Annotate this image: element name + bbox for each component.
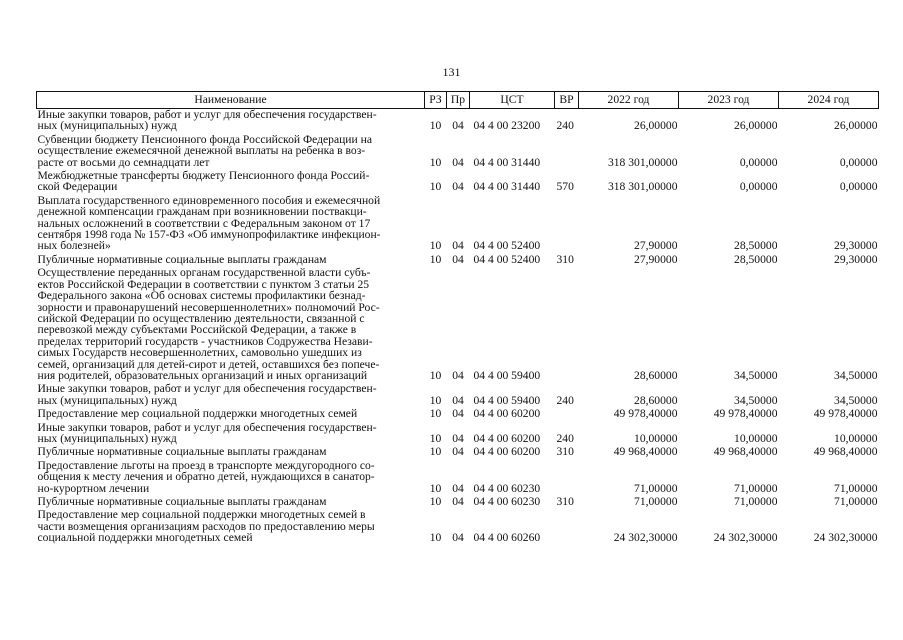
row-pr: 04 (452, 119, 464, 133)
row-amount-2023: 28,50000 (734, 252, 778, 266)
table-row (37, 267, 879, 383)
row-name: Публичные нормативные социальные выплаты гражданам (37, 495, 327, 508)
row-amount-2024: 0,00000 (839, 180, 878, 194)
row-name: Иные закупки товаров, работ и услуг для обеспечения государствен- ных (муниципальных) нужд (37, 108, 377, 133)
row-vr (555, 509, 579, 545)
row-amount-2024: 10,00000 (834, 431, 878, 445)
table-body (37, 109, 879, 546)
row-pr: 04 (452, 393, 464, 407)
header-vr: ВР (555, 92, 579, 109)
row-name: Субвенции бюджету Пенсионного фонда Российской Федерации на осуществление ежемесячной денежной выплаты на ребенка в воз- расте от восьми до семнадцати лет (37, 132, 372, 169)
table-row (37, 134, 879, 170)
row-pr: 04 (452, 445, 464, 459)
row-name: Осуществление переданных органам государственной власти субъ- ектов Российской Федерации в соответствии с пунктом 3 статьи 25 Федерального закона «Об основах системы профилактики безнад- зорности и правонарушений несовершеннолетних» полномочий Рос- сийской Федерации по осуществлению деятельности, связанной с перевозкой между субъектами Российской Федерации, а также в пределах территорий государств - участников Содружества Незави- симых Государств несовершеннолетних, самовольно ушедших из семей, организаций для детей-сирот и детей, оставшихся без попече- ния родителей, образовательных организаций и иных организаций (37, 266, 380, 382)
row-name: Публичные нормативные социальные выплаты гражданам (37, 445, 327, 459)
row-rz: 10 (429, 431, 442, 445)
row-name: Предоставление мер социальной поддержки многодетных семей в части возмещения организациям расходов по предоставлению меры социальной поддержки многодетных семей (37, 508, 375, 545)
row-amount-2024: 71,00000 (834, 495, 878, 508)
row-amount-2024: 71,00000 (834, 481, 878, 495)
row-rz: 10 (429, 119, 442, 133)
table-row (37, 195, 879, 254)
row-vr (555, 408, 579, 421)
row-amount-2024: 0,00000 (839, 155, 878, 169)
table-row (37, 109, 879, 134)
table-row (37, 254, 879, 267)
row-vr: 240 (556, 393, 574, 407)
table-row (37, 446, 879, 459)
row-amount-2022: 28,60000 (634, 393, 678, 407)
row-cst: 04 4 00 23200 (473, 119, 541, 133)
table-row (37, 422, 879, 447)
row-amount-2023: 71,00000 (734, 495, 778, 508)
row-amount-2022: 318 301,00000 (607, 180, 678, 194)
row-amount-2023: 49 968,40000 (713, 445, 778, 459)
row-vr (555, 134, 579, 170)
row-amount-2022: 318 301,00000 (607, 155, 678, 169)
header-2022: 2022 год (579, 92, 679, 109)
row-vr: 310 (556, 252, 574, 266)
row-amount-2023: 28,50000 (734, 239, 778, 253)
header-2023: 2023 год (679, 92, 779, 109)
row-amount-2022: 71,00000 (634, 495, 678, 508)
row-rz: 10 (429, 252, 442, 266)
row-name: Иные закупки товаров, работ и услуг для обеспечения государствен- ных (муниципальных) нужд (37, 382, 377, 407)
row-rz: 10 (429, 407, 442, 421)
row-rz: 10 (429, 155, 442, 169)
row-rz: 10 (429, 445, 442, 459)
row-cst: 04 4 00 52400 (473, 252, 541, 266)
row-cst: 04 4 00 60200 (473, 445, 541, 459)
header-pr: Пр (447, 92, 470, 109)
row-amount-2023: 49 978,40000 (713, 407, 778, 421)
header-2024: 2024 год (779, 92, 879, 109)
row-amount-2022: 10,00000 (634, 431, 678, 445)
row-amount-2024: 26,00000 (834, 119, 878, 133)
table-header-row (37, 92, 879, 109)
row-pr: 04 (452, 155, 464, 169)
row-pr: 04 (452, 481, 464, 495)
row-cst: 04 4 00 31440 (473, 180, 541, 194)
table-row (37, 496, 879, 509)
row-name: Публичные нормативные социальные выплаты гражданам (37, 252, 327, 266)
row-amount-2024: 29,30000 (834, 252, 878, 266)
row-pr: 04 (452, 495, 464, 508)
row-pr: 04 (452, 431, 464, 445)
row-rz: 10 (429, 481, 442, 495)
row-rz: 10 (429, 368, 442, 382)
row-amount-2023: 34,50000 (734, 393, 778, 407)
row-amount-2022: 71,00000 (634, 481, 678, 495)
row-name: Межбюджетные трансферты бюджету Пенсионного фонда Россий- ской Федерации (37, 169, 370, 194)
row-vr: 310 (556, 445, 574, 459)
row-vr (555, 460, 579, 496)
row-pr: 04 (452, 368, 464, 382)
row-amount-2024: 34,50000 (834, 393, 878, 407)
row-rz: 10 (429, 393, 442, 407)
row-amount-2022: 24 302,30000 (613, 531, 678, 545)
budget-table (36, 91, 879, 546)
row-cst: 04 4 00 60200 (473, 407, 541, 421)
table-row (37, 408, 879, 421)
row-vr: 570 (556, 180, 574, 194)
header-rz: РЗ (425, 92, 447, 109)
row-amount-2024: 49 978,40000 (813, 407, 878, 421)
row-vr: 240 (556, 119, 574, 133)
row-amount-2024: 24 302,30000 (813, 531, 878, 545)
row-amount-2022: 49 978,40000 (613, 407, 678, 421)
header-cst: ЦСТ (470, 92, 555, 109)
row-cst: 04 4 00 52400 (473, 239, 541, 253)
row-rz: 10 (429, 531, 442, 545)
table-row (37, 170, 879, 195)
row-pr: 04 (452, 531, 464, 545)
row-amount-2023: 34,50000 (734, 368, 778, 382)
table-row (37, 383, 879, 408)
row-amount-2023: 26,00000 (734, 119, 778, 133)
row-amount-2023: 10,00000 (734, 431, 778, 445)
row-vr (555, 195, 579, 254)
row-name: Иные закупки товаров, работ и услуг для обеспечения государствен- ных (муниципальных) нужд (37, 420, 377, 445)
row-vr: 310 (556, 495, 574, 508)
row-amount-2023: 71,00000 (734, 481, 778, 495)
row-amount-2022: 49 968,40000 (613, 445, 678, 459)
row-amount-2022: 27,90000 (634, 252, 678, 266)
row-cst: 04 4 00 59400 (473, 368, 541, 382)
row-pr: 04 (452, 407, 464, 421)
row-amount-2022: 28,60000 (634, 368, 678, 382)
row-name: Предоставление мер социальной поддержки многодетных семей (37, 407, 358, 421)
row-cst: 04 4 00 60230 (473, 481, 541, 495)
row-amount-2024: 29,30000 (834, 239, 878, 253)
row-cst: 04 4 00 31440 (473, 155, 541, 169)
table-row (37, 509, 879, 545)
row-cst: 04 4 00 60230 (473, 495, 541, 508)
table-row (37, 460, 879, 496)
header-name: Наименование (37, 92, 425, 109)
row-amount-2024: 49 968,40000 (813, 445, 878, 459)
row-rz: 10 (429, 239, 442, 253)
row-pr: 04 (452, 239, 464, 253)
row-name: Предоставление льготы на проезд в транспорте междугородного со- общения к месту лечения и обратно детей, нуждающихся в санатор- но-курортном лечении (37, 458, 375, 495)
row-vr (555, 267, 579, 383)
row-vr: 240 (556, 431, 574, 445)
row-cst: 04 4 00 59400 (473, 393, 541, 407)
row-pr: 04 (452, 252, 464, 266)
row-cst: 04 4 00 60260 (473, 531, 541, 545)
row-rz: 10 (429, 495, 442, 508)
row-pr: 04 (452, 180, 464, 194)
row-amount-2024: 34,50000 (834, 368, 878, 382)
row-rz: 10 (429, 180, 442, 194)
row-cst: 04 4 00 60200 (473, 431, 541, 445)
row-amount-2023: 24 302,30000 (713, 531, 778, 545)
row-amount-2022: 27,90000 (634, 239, 678, 253)
page-number: 131 (442, 65, 461, 79)
row-name: Выплата государственного единовременного пособия и ежемесячной денежной компенсации гражданам при возникновении поствакци- нальных осложнений в соответствии с Федеральным законом от 17 сентября 1998 года № 157-ФЗ «Об иммунопрофилактике инфекцион- ных болезней» (37, 193, 381, 253)
row-amount-2023: 0,00000 (739, 155, 778, 169)
row-amount-2023: 0,00000 (739, 180, 778, 194)
row-amount-2022: 26,00000 (634, 119, 678, 133)
